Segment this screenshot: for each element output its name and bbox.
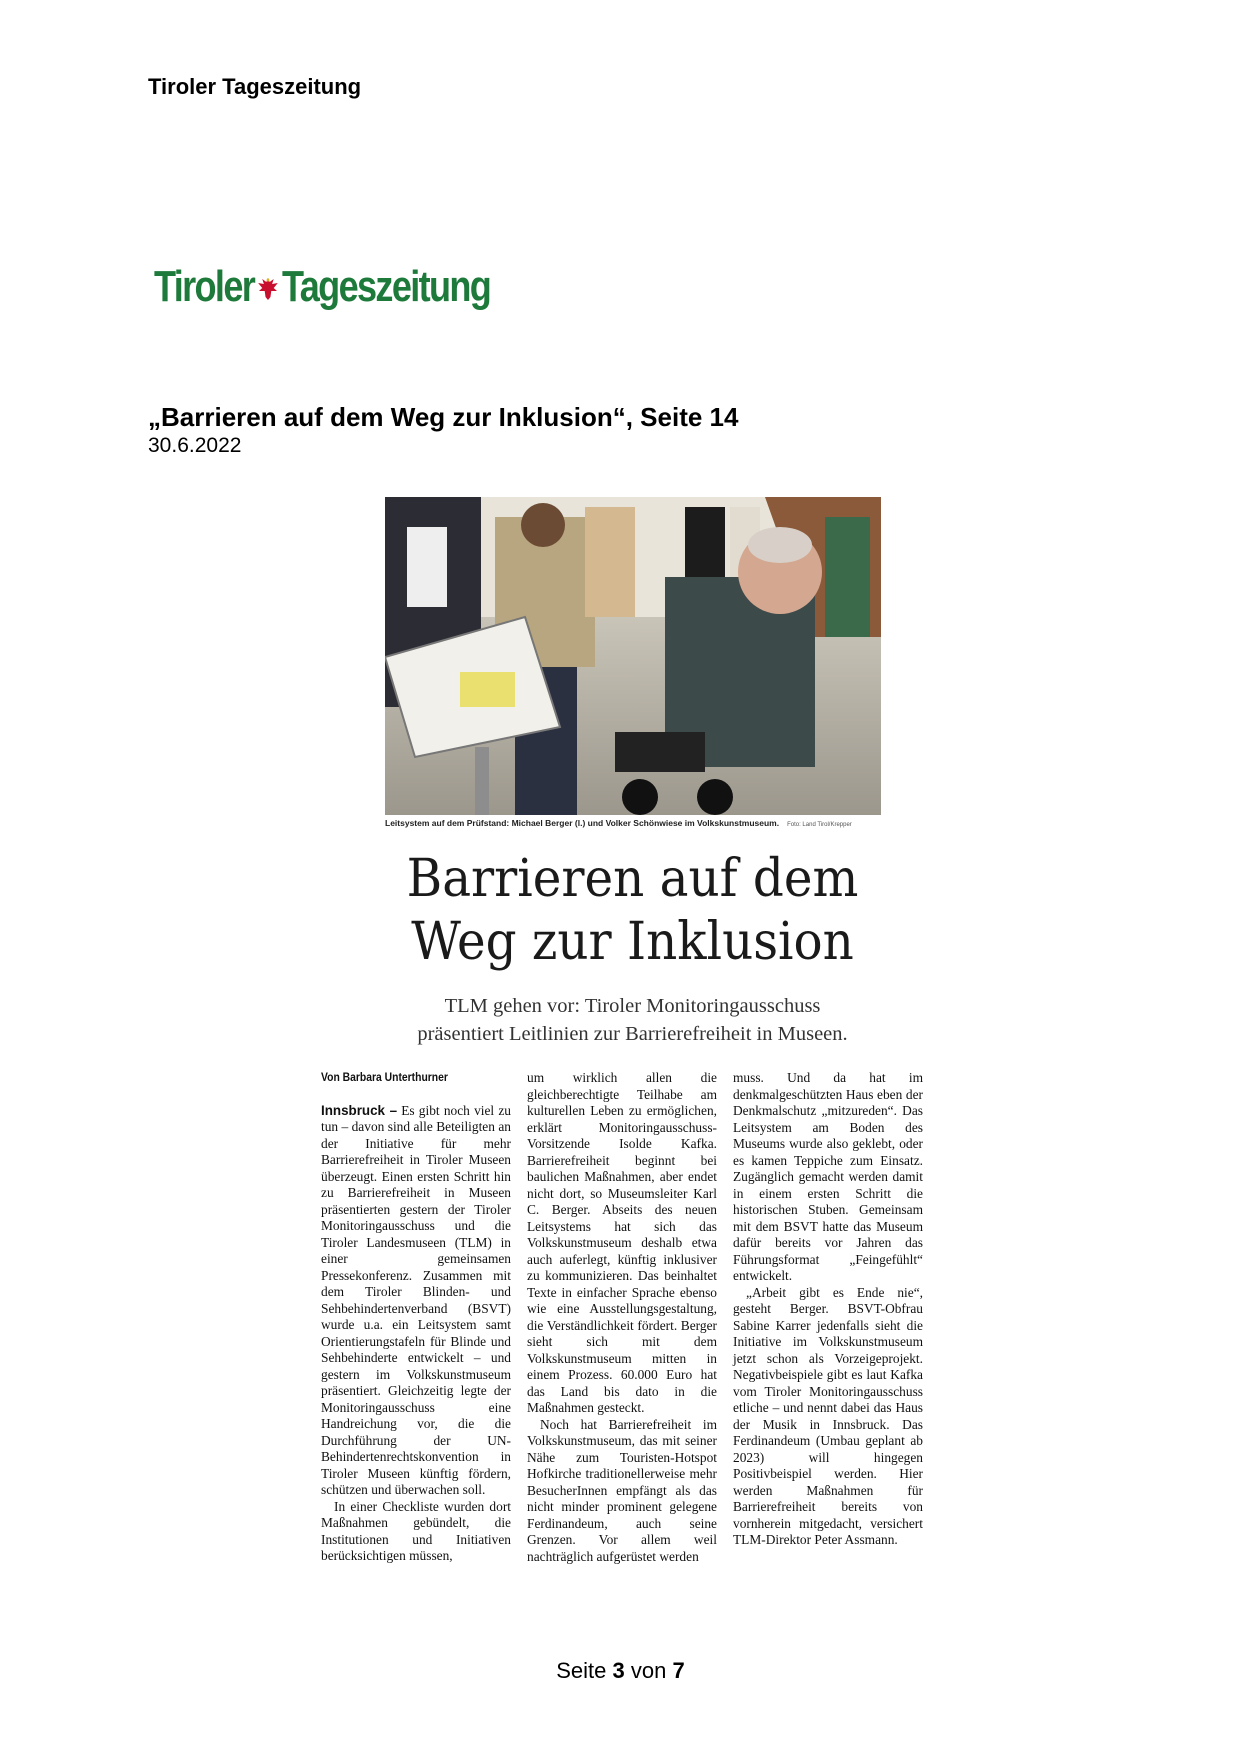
tyrol-eagle-icon bbox=[256, 274, 281, 304]
subheadline-line-2: präsentiert Leitlinien zur Barrierefreiheit in Museen. bbox=[417, 1023, 848, 1045]
page-footer bbox=[0, 1658, 1241, 1684]
article-paragraph: Noch hat Barrierefreiheit im Volkskunstmuseum, das mit seiner Nähe zum Touristen-Hotspot Hofkirche traditionellerweise mehr BesucherInnen empfängt als das nicht minder prominent gelegene Ferdinandeum, auch seine Grenzen. Vor allem weil nachträglich aufgerüstet werden bbox=[527, 1416, 717, 1564]
article-paragraph: „Arbeit gibt es Ende nie“, gesteht Berger. BSVT-Obfrau Sabine Karrer jedenfalls sieht die Initiative im Volkskunstmuseum jetzt schon als Vorzeigeprojekt. Negativbeispiele gibt es laut Kafka vom Tiroler Monitoringausschuss etliche – und nennt dabei das Haus der Musik in Innsbruck. Das Ferdinandeum (Umbau geplant ab 2023) will hingegen Positivbeispiel werden. Hier werden Maßnahmen für Barrierefreiheit bereits von vornherein mitgedacht, versichert TLM-Direktor Peter Assmann. bbox=[733, 1284, 923, 1547]
article-subheadline bbox=[330, 992, 935, 1048]
footer-prefix: Seite bbox=[556, 1658, 607, 1683]
paragraph-text: Es gibt noch viel zu tun – davon sind alle Beteiligten an der Initiative für mehr Barrierefreiheit in Tiroler Museen überzeugt. Einen ersten Schritt hin zu Barrierefreiheit in Museen präsentierten gestern der Tiroler Monitoringausschuss und die Tiroler Landesmuseen (TLM) in einer gemeinsamen Pressekonferenz. Zusammen mit dem Tiroler Blinden- und Sehbehindertenverband (BSVT) wurde u.a. ein Leitsystem samt Orientierungstafeln für Blinde und Sehbehinderte entwickelt – und gestern im Volkskunstmuseum präsentiert. Gleichzeitig legte der Monitoringausschuss eine Handreichung vor, die die Durchführung der UN-Behindertenrechtskonvention in Tiroler Museen künftig fördern, schützen und überwachen soll. bbox=[321, 1102, 511, 1497]
photo-caption-text: Leitsystem auf dem Prüfstand: Michael Berger (l.) und Volker Schönwiese im Volkskunstmuseum. bbox=[385, 818, 780, 828]
header-publication: Tiroler Tageszeitung bbox=[148, 74, 362, 99]
article-dateline: Innsbruck – bbox=[321, 1102, 398, 1118]
newspaper-logo bbox=[154, 262, 490, 312]
photo-caption bbox=[385, 818, 885, 828]
article-column-2 bbox=[527, 1070, 717, 1565]
photo-credit: Foto: Land Tirol/Krepper bbox=[787, 822, 852, 828]
article-paragraph: muss. Und da hat im denkmalgeschützten Haus eben der Denkmalschutz „mitzureden“. Das Leitsystem am Boden des Museums wurde also geklebt, oder es kamen Teppiche zum Einsatz. Zugänglich gemacht werden damit in einem ersten Schritt die historischen Stuben. Gemeinsam mit dem BSVT hatte das Museum dafür bereits vor Jahren das Führungsformat „Feingefühlt“ entwickelt. bbox=[733, 1070, 923, 1283]
headline-line-1: Barrieren auf dem bbox=[406, 849, 859, 909]
subheadline-line-1: TLM gehen vor: Tiroler Monitoringausschuss bbox=[444, 995, 821, 1017]
article-headline bbox=[323, 848, 941, 974]
article-photo-illustration bbox=[385, 497, 881, 815]
article-photo bbox=[385, 497, 881, 815]
article-paragraph: um wirklich allen die gleichberechtigte Teilhabe am kulturellen Leben zu ermöglichen, erklärt Monitoringausschuss-Vorsitzende Isolde Kafka. Barrierefreiheit beginnt bei baulichen Maßnahmen, aber endet nicht dort, so Museumsleiter Karl C. Berger. Abseits des neuen Leitsystems hat sich das Volkskunstmuseum deshalb etwa auch auferlegt, künftig inklusiver zu kommunizieren. Das beinhaltet Texte in einfacher Sprache ebenso wie eine Ausstellungsgestaltung, die Verständlichkeit fördert. Berger sieht sich mit dem Volkskunstmuseum mitten in einem Prozess. 60.000 Euro hat das Land bis dato in die Maßnahmen gesteckt. bbox=[527, 1070, 717, 1415]
footer-current-page: 3 bbox=[612, 1658, 625, 1683]
clip-date: 30.6.2022 bbox=[148, 434, 242, 457]
article-paragraph: In einer Checkliste wurden dort Maßnahmen gebündelt, die Institutionen und Initiativen berücksichtigen müssen, bbox=[321, 1498, 511, 1563]
headline-line-2: Weg zur Inklusion bbox=[411, 912, 854, 972]
article-byline: Von Barbara Unterthurner bbox=[321, 1072, 448, 1084]
clip-title: „Barrieren auf dem Weg zur Inklusion“, Seite 14 bbox=[148, 402, 739, 432]
footer-middle: von bbox=[630, 1658, 667, 1683]
logo-right-text: Tageszeitung bbox=[282, 262, 491, 311]
article-paragraph bbox=[321, 1103, 511, 1499]
logo-left-text: Tiroler bbox=[154, 262, 255, 311]
article-column-3 bbox=[733, 1070, 923, 1549]
article-column-1 bbox=[321, 1070, 511, 1565]
footer-total-pages: 7 bbox=[672, 1658, 685, 1683]
